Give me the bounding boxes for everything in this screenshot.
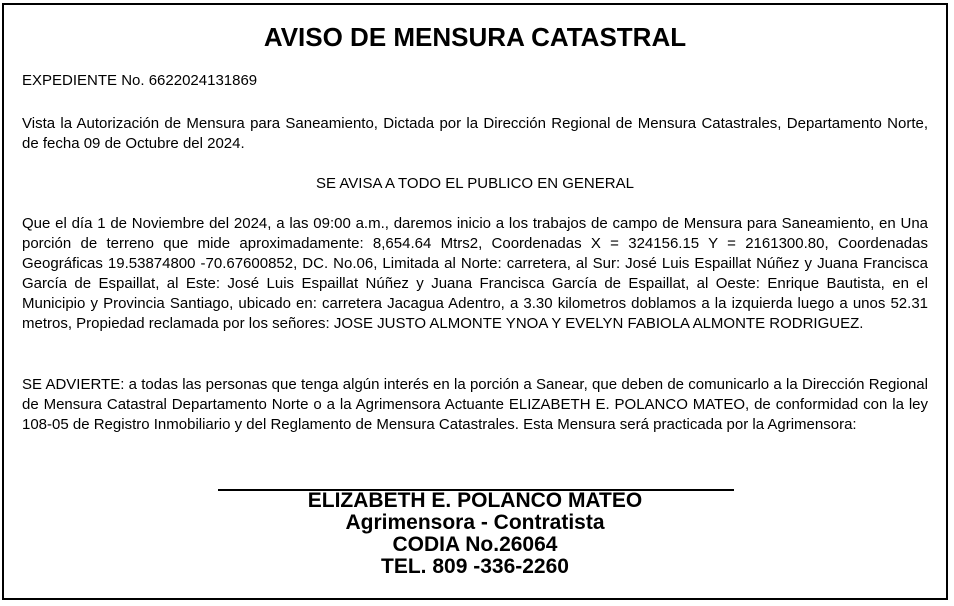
notice-title: AVISO DE MENSURA CATASTRAL <box>263 22 687 52</box>
surveyor-codia: CODIA No.26064 <box>392 533 558 556</box>
authorization-paragraph: Vista la Autorización de Mensura para Saneamiento, Dictada por la Dirección Regional de Mensura Catastrales, Departamento Norte, de fecha 09 de Octubre del 2024. <box>22 115 928 152</box>
surveyor-role: Agrimensora - Contratista <box>345 511 605 534</box>
surveyor-name: ELIZABETH E. POLANCO MATEO <box>307 489 643 512</box>
public-notice-heading: SE AVISA A TODO EL PUBLICO EN GENERAL <box>316 175 634 192</box>
survey-details-paragraph: Que el día 1 de Noviembre del 2024, a las 09:00 a.m., daremos inicio a los trabajos de campo de Mensura para Saneamiento, en Una porción de terreno que mide aproximadamente: 8,654.64 Mtrs2, Coordenadas X = 324156.15 Y = 2161300.80, Coordenadas Geográficas 19.53874800 -70.67600852, DC. No.06, Limitada al Norte: carretera, al Sur: José Luis Espaillat Núñez y Juana Francisca García de Espaillat, al Este: José Luis Espaillat Núñez y Juana Francisca García de Espaillat, al Oeste: Enrique Bautista, en el Municipio y Provincia Santiago, ubicado en: carretera Jacagua Adentro, a 3.30 kilometros doblamos a la izquierda luego a unos 52.31 metros, Propiedad reclamada por los señores: JOSE JUSTO ALMONTE YNOA Y EVELYN FABIOLA ALMONTE RODRIGUEZ. <box>22 215 928 332</box>
notice-frame <box>2 3 948 600</box>
warning-paragraph: SE ADVIERTE: a todas las personas que tenga algún interés en la porción a Sanear, que deben de comunicarlo a la Dirección Regional de Mensura Catastral Departamento Norte o a la Agrimensora Actuante ELIZABETH E. POLANCO MATEO, de conformidad con la ley 108-05 de Registro Inmobiliario y del Reglamento de Mensura Catastrales. Esta Mensura será practicada por la Agrimensora: <box>22 376 928 433</box>
expediente-number: EXPEDIENTE No. 6622024131869 <box>22 72 258 89</box>
surveyor-phone: TEL. 809 -336-2260 <box>381 555 569 578</box>
